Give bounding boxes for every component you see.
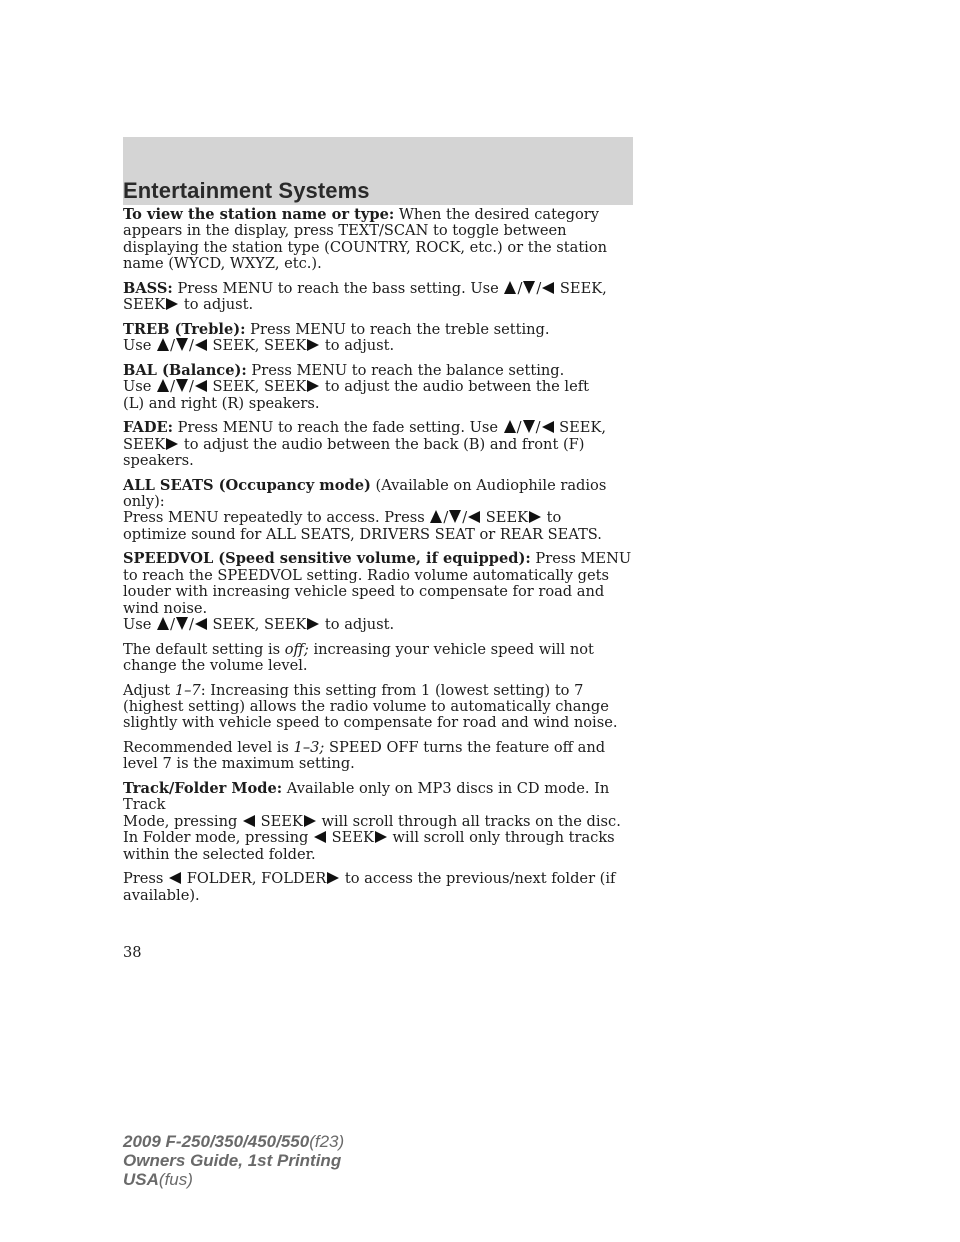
paragraph-line	[123, 888, 635, 904]
body-text: to adjust.	[320, 616, 395, 634]
footer-line-region	[123, 1170, 344, 1189]
body-text: within the selected folder.	[123, 845, 316, 863]
paragraph-line	[123, 527, 635, 543]
seek-left-arrow-icon	[243, 815, 255, 827]
footer-region: USA	[123, 1170, 159, 1189]
body-text: to	[542, 509, 562, 527]
paragraph-line	[123, 847, 635, 863]
paragraph-line	[123, 683, 635, 732]
down-arrow-icon	[176, 338, 188, 351]
body-text: SEEK	[255, 812, 303, 830]
body-text: will scroll only through tracks	[387, 829, 615, 847]
up-arrow-icon	[157, 379, 169, 392]
paragraph-line	[123, 781, 635, 814]
body-text: SEEK,	[554, 419, 606, 437]
seek-right-arrow-icon	[307, 380, 319, 392]
paragraph-line	[123, 740, 635, 773]
setting-label: BAL (Balance):	[123, 361, 247, 379]
body-text: SEEK	[123, 296, 166, 314]
seek-right-arrow-icon	[166, 438, 178, 450]
body-text: to adjust the audio between the left	[320, 378, 589, 396]
seek-right-arrow-icon	[166, 298, 178, 310]
up-arrow-icon	[504, 281, 516, 294]
body-text: (Available on Audiophile radios only):	[123, 476, 607, 511]
body-text: Press MENU to reach the bass setting. Use	[172, 279, 504, 297]
body-text: Use	[123, 616, 157, 634]
body-text: Use	[123, 337, 157, 355]
down-arrow-icon	[523, 420, 535, 433]
paragraph-line	[123, 830, 635, 846]
body-text: /	[189, 378, 194, 396]
body-text: /	[462, 509, 468, 527]
setting-label: FADE:	[123, 419, 173, 437]
paragraph-line	[123, 478, 635, 511]
seek-right-arrow-icon	[529, 511, 541, 523]
paragraph-line	[123, 207, 635, 273]
footer-line-guide	[123, 1151, 344, 1170]
up-arrow-icon	[504, 420, 516, 433]
body-text: In Folder mode, pressing	[123, 829, 314, 847]
body-text: (L) and right (R) speakers.	[123, 394, 320, 412]
body-text: will scroll through all tracks on the disc.	[316, 812, 621, 830]
body-text: optimize sound for ALL SEATS, DRIVERS SEAT or REAR SEATS.	[123, 525, 602, 543]
down-arrow-icon	[176, 379, 188, 392]
paragraph-line	[123, 396, 635, 412]
body-text: SPEED OFF turns the feature off and level 7 is the maximum setting.	[123, 739, 606, 773]
setting-label: ALL SEATS (Occupancy mode)	[123, 476, 371, 494]
seek-left-arrow-icon	[195, 339, 207, 351]
setting-label: BASS:	[123, 279, 173, 297]
body-text: Press MENU repeatedly to access. Press	[123, 509, 430, 527]
seek-left-arrow-icon	[169, 872, 181, 884]
body-text: SEEK, SEEK	[207, 616, 307, 634]
body-text: Use	[123, 378, 157, 396]
body-text: SEEK, SEEK	[207, 337, 307, 355]
body-text: available).	[123, 886, 200, 904]
body-text: /	[189, 616, 194, 634]
body-text: Press MENU to reach the fade setting. Use	[173, 419, 503, 437]
paragraph-line	[123, 871, 635, 887]
up-arrow-icon	[430, 510, 442, 523]
seek-left-arrow-icon	[195, 380, 207, 392]
footer-model: 2009 F-250/350/450/550	[123, 1132, 310, 1151]
seek-right-arrow-icon	[375, 831, 387, 843]
seek-right-arrow-icon	[307, 618, 319, 630]
body-text: /	[170, 337, 175, 355]
down-arrow-icon	[523, 281, 535, 294]
footer-region-code: (fus)	[158, 1170, 193, 1189]
up-arrow-icon	[157, 338, 169, 351]
page-number: 38	[123, 944, 142, 961]
seek-right-arrow-icon	[327, 872, 339, 884]
body-text: to adjust the audio between the back (B) and front (F) speakers.	[123, 435, 585, 470]
seek-left-arrow-icon	[468, 511, 480, 523]
body-text: /	[536, 279, 542, 297]
emphasis-text: 1–3;	[293, 739, 325, 757]
body-text: /	[170, 378, 175, 396]
seek-right-arrow-icon	[304, 815, 316, 827]
seek-left-arrow-icon	[314, 831, 326, 843]
body-text: /	[189, 337, 194, 355]
body-text: /	[535, 419, 541, 437]
body-text: Press MENU to reach the SPEEDVOL setting. Radio volume automatically gets louder with increasing vehicle speed to compensate for road and wind noise.	[123, 550, 632, 617]
paragraph-line	[123, 551, 635, 617]
manual-body	[123, 207, 635, 912]
body-text: Press MENU to reach the balance setting.	[246, 361, 565, 379]
body-text: Available only on MP3 discs in CD mode. In Track	[123, 780, 610, 814]
body-text: to access the previous/next folder (if	[340, 870, 616, 888]
body-text: to adjust.	[179, 296, 254, 314]
paragraph-line	[123, 642, 635, 675]
body-text: FOLDER, FOLDER	[182, 870, 327, 888]
body-text: /	[443, 509, 449, 527]
setting-label: Track/Folder Mode:	[123, 780, 283, 798]
body-text: Press MENU to reach the treble setting.	[245, 320, 550, 338]
paragraph-line	[123, 437, 635, 470]
body-text: /	[170, 616, 175, 634]
emphasis-text: off;	[284, 640, 309, 658]
down-arrow-icon	[449, 510, 461, 523]
paragraph-line	[123, 297, 635, 313]
emphasis-text: 1–7	[174, 681, 201, 699]
body-text: increasing your vehicle speed will not change the volume level.	[123, 640, 594, 675]
paragraph-line	[123, 363, 635, 379]
up-arrow-icon	[157, 617, 169, 630]
body-text: SEEK	[123, 435, 166, 453]
paragraph-line	[123, 338, 635, 354]
paragraph-line	[123, 322, 635, 338]
paragraph-line	[123, 617, 635, 633]
paragraph-line	[123, 814, 635, 830]
footer-model-code: (f23)	[309, 1132, 345, 1151]
body-text: /	[517, 279, 523, 297]
paragraph-line	[123, 420, 635, 436]
body-text: When the desired category appears in the display, press TEXT/SCAN to toggle between displaying the station type (COUNTRY, ROCK, etc.) or the station name (WYCD, WXYZ, etc.).	[123, 206, 608, 273]
body-text: Mode, pressing	[123, 812, 242, 830]
section-title: Entertainment Systems	[123, 178, 370, 203]
body-text: SEEK	[481, 509, 529, 527]
paragraph-line	[123, 281, 635, 297]
setting-label: SPEEDVOL (Speed sensitive volume, if equipped):	[123, 550, 531, 568]
body-text: Recommended level is	[123, 739, 294, 757]
seek-left-arrow-icon	[542, 282, 554, 294]
body-text: /	[516, 419, 522, 437]
seek-left-arrow-icon	[542, 421, 554, 433]
body-text: to adjust.	[320, 337, 395, 355]
setting-label: TREB (Treble):	[123, 320, 246, 338]
body-text: The default setting is	[123, 640, 285, 658]
body-text: SEEK	[327, 829, 374, 847]
setting-label: To view the station name or type:	[123, 206, 395, 223]
seek-left-arrow-icon	[195, 618, 207, 630]
document-footer	[123, 1132, 344, 1189]
paragraph-line	[123, 379, 635, 395]
footer-line-model	[123, 1132, 344, 1151]
down-arrow-icon	[176, 617, 188, 630]
footer-guide: Owners Guide, 1st Printing	[123, 1151, 342, 1170]
body-text: Press	[123, 870, 169, 888]
body-text: Adjust	[123, 681, 175, 699]
body-text: : Increasing this setting from 1 (lowest setting) to 7 (highest setting) allows the radio volume to automatically change slightly with vehicle speed to compensate for road and wind noise.	[123, 681, 618, 732]
seek-right-arrow-icon	[307, 339, 319, 351]
body-text: SEEK,	[555, 279, 607, 297]
body-text: SEEK, SEEK	[207, 378, 307, 396]
paragraph-line	[123, 510, 635, 526]
